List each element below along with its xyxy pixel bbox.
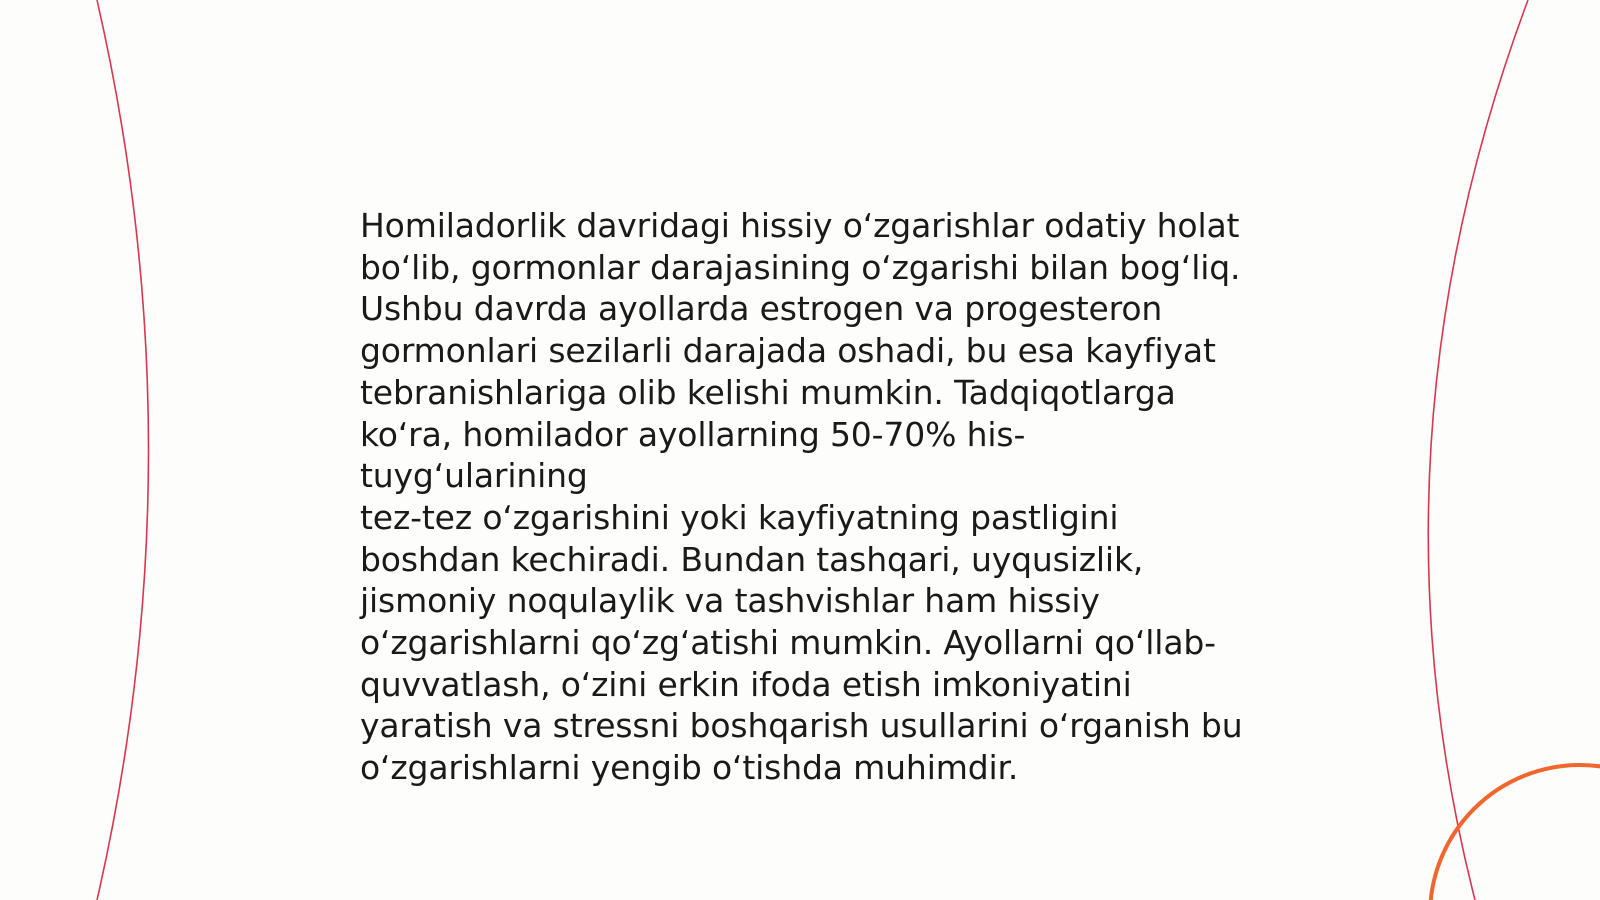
right-curve-line	[1428, 0, 1528, 900]
orange-circle-arc	[1430, 765, 1600, 900]
left-curve-line	[97, 0, 149, 900]
slide-body-text: Homiladorlik davridagi hissiy o‘zgarishlar odatiy holat bo‘lib, gormonlar darajasining o‘zgarishi bilan bog‘liq. Ushbu davrda ayollarda estrogen va progesteron gormonlari sezilarli darajada oshadi, bu esa kayfiyat tebranishlariga olib kelishi mumkin. Tadqiqotlarga ko‘ra, homilador ayollarning 50-70% his-tuyg‘ularining tez-tez o‘zgarishini yoki kayfiyatning pastligini boshdan kechiradi. Bundan tashqari, uyqusizlik, jismoniy noqulaylik va tashvishlar ham hissiy o‘zgarishlarni qo‘zg‘atishi mumkin. Ayollarni qo‘llab- quvvatlash, o‘zini erkin ifoda etish imkoniyatini yaratish va stressni boshqarish usullarini o‘rganish bu o‘zgarishlarni yengib o‘tishda muhimdir.	[360, 206, 1243, 788]
